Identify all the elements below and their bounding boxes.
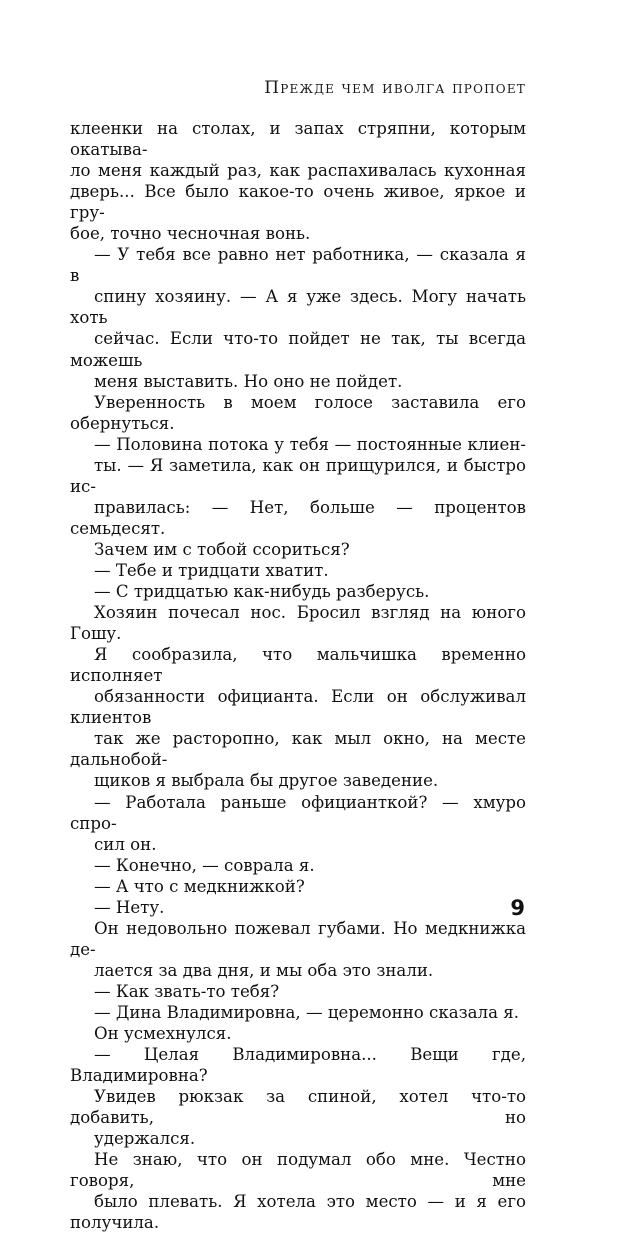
text-line: ты. — Я заметила, как он прищурился, и быстро ис- <box>70 455 526 496</box>
text-line: лается за два дня, и мы оба это знали. <box>94 960 434 980</box>
text-line: Зачем им с тобой ссориться? <box>94 539 350 559</box>
text-line: Хозяин почесал нос. Бросил взгляд на юного Гошу. <box>70 603 526 644</box>
text-line: спину хозяину. — А я уже здесь. Могу начать хоть <box>70 287 526 328</box>
paragraph <box>70 1149 526 1233</box>
text-line: — Целая Владимировна... Вещи где, Владимировна? <box>70 1045 526 1086</box>
text-line: — У тебя все равно нет работника, — сказала я в <box>70 245 526 286</box>
text-line: — Тебе и тридцати хватит. <box>94 560 329 580</box>
running-head: Прежде чем иволга пропоет <box>264 78 526 98</box>
text-line: — Нету. <box>94 897 165 917</box>
text-line: Он недовольно пожевал губами. Но медкнижка де- <box>70 918 526 959</box>
text-line: — А что с медкнижкой? <box>94 876 305 896</box>
paragraph <box>70 602 526 791</box>
paragraph <box>70 792 526 855</box>
paragraph <box>70 244 526 391</box>
paragraph <box>70 434 526 560</box>
text-line: Увидев рюкзак за спиной, хотел что-то добавить, но <box>70 1087 526 1128</box>
paragraph <box>70 918 526 981</box>
text-line: дверь... Все было какое-то очень живое, яркое и гру- <box>70 182 526 223</box>
text-line: удержался. <box>94 1129 196 1149</box>
paragraph <box>70 581 526 602</box>
paragraph <box>70 1086 526 1149</box>
text-line: Не знаю, что он подумал обо мне. Честно говоря, мне <box>70 1150 526 1191</box>
text-line: сейчас. Если что-то пойдет не так, ты всегда можешь <box>70 329 526 370</box>
paragraph <box>70 897 526 918</box>
text-line: Он усмехнулся. <box>94 1024 232 1044</box>
paragraph <box>70 1002 526 1023</box>
paragraph <box>70 1044 526 1086</box>
text-line: — Половина потока у тебя — постоянные клиен- <box>94 434 526 454</box>
text-line: щиков я выбрала бы другое заведение. <box>94 771 439 791</box>
paragraph <box>70 855 526 876</box>
text-line: — Работала раньше официанткой? — хмуро спро- <box>70 792 526 833</box>
body-text <box>70 118 526 1233</box>
paragraph <box>70 876 526 897</box>
text-line: меня выставить. Но оно не пойдет. <box>94 371 403 391</box>
text-line: Уверенность в моем голосе заставила его обернуться. <box>70 392 526 433</box>
paragraph <box>70 560 526 581</box>
paragraph <box>70 981 526 1002</box>
text-line: — Как звать-то тебя? <box>94 981 280 1001</box>
paragraph <box>70 1023 526 1044</box>
text-line: — С тридцатью как-нибудь разберусь. <box>94 582 430 602</box>
text-line: Я сообразила, что мальчишка временно исполняет <box>70 645 526 686</box>
text-line: правилась: — Нет, больше — процентов семьдесят. <box>70 497 526 538</box>
text-line: ло меня каждый раз, как распахивалась кухонная <box>70 161 526 181</box>
paragraph <box>70 118 526 244</box>
text-line: — Дина Владимировна, — церемонно сказала я. <box>94 1002 520 1022</box>
text-line: клеенки на столах, и запах стряпни, которым окатыва- <box>70 119 526 160</box>
paragraph <box>70 392 526 434</box>
text-line: было плевать. Я хотела это место — и я его получила. <box>70 1192 526 1233</box>
text-line: — Конечно, — соврала я. <box>94 855 315 875</box>
text-line: обязанности официанта. Если он обслуживал клиентов <box>70 687 526 728</box>
text-line: сил он. <box>94 834 157 854</box>
page-number: 9 <box>510 896 525 920</box>
text-line: так же расторопно, как мыл окно, на месте дальнобой- <box>70 729 526 770</box>
text-line: бое, точно чесночная вонь. <box>70 224 311 244</box>
